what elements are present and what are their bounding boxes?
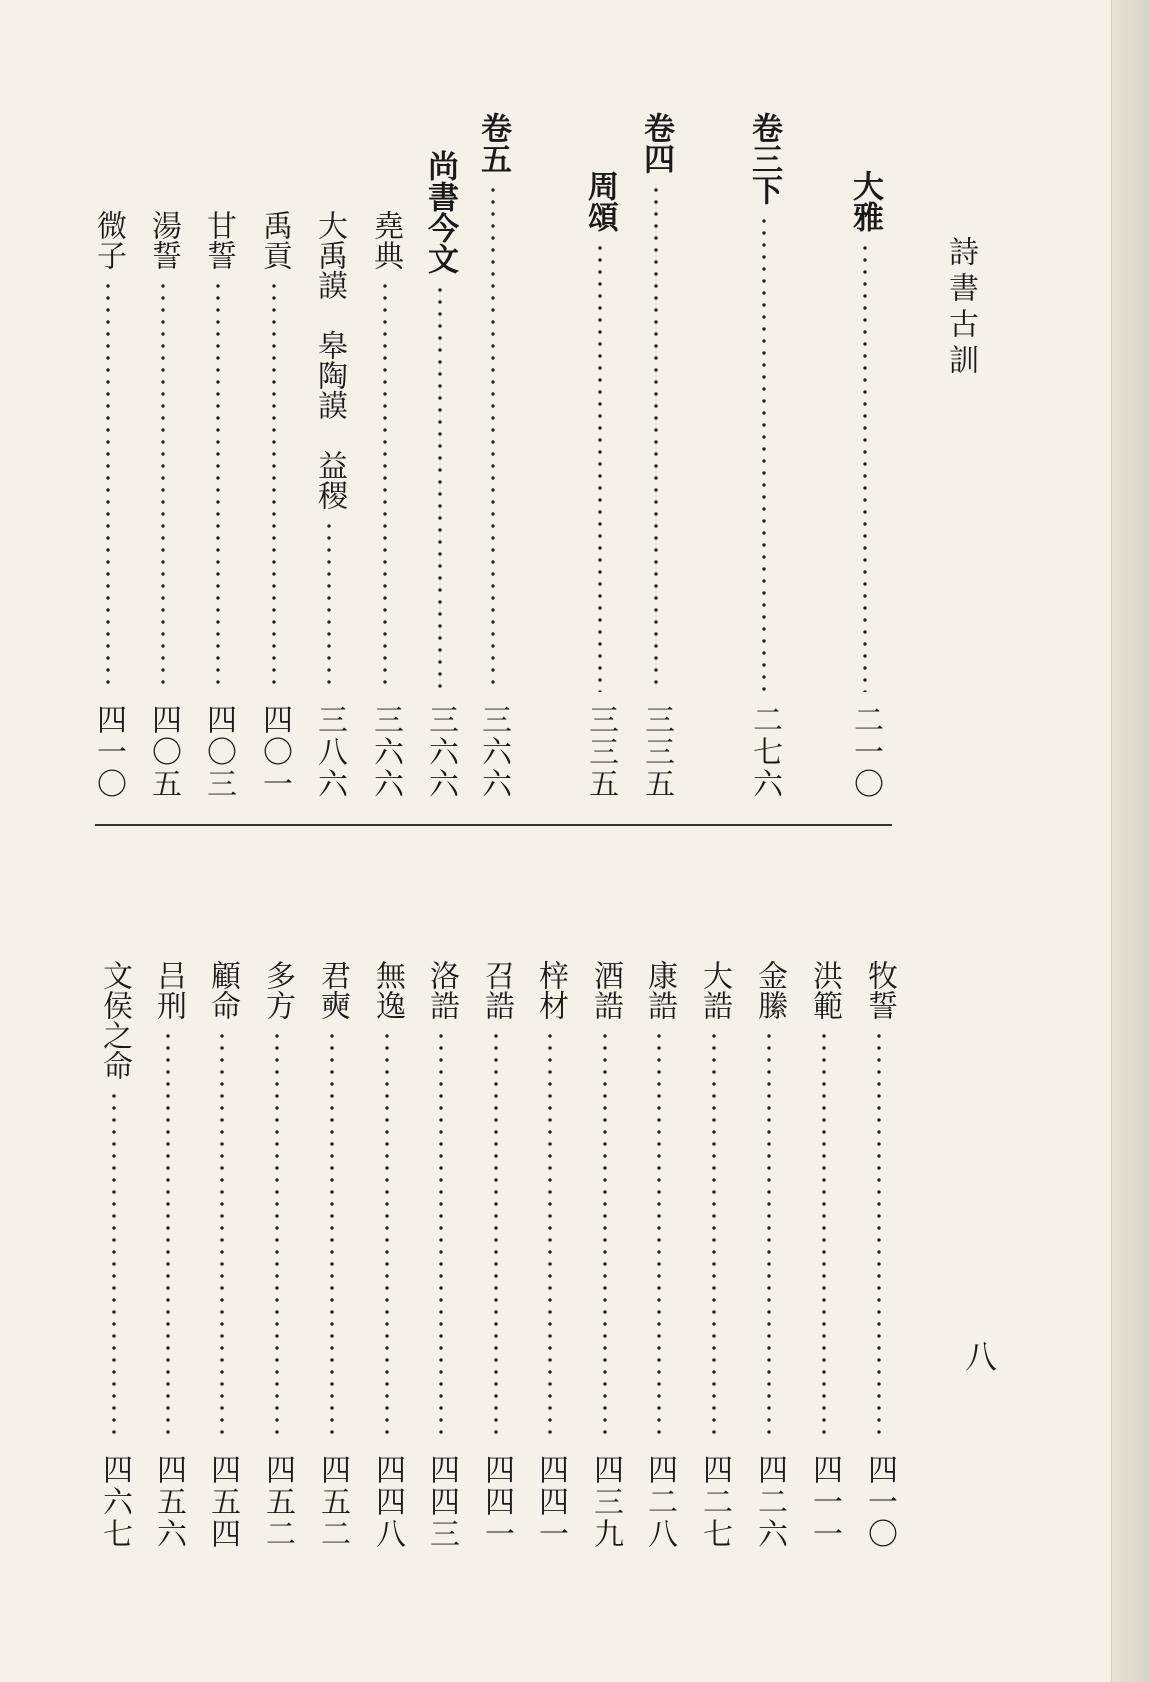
leader-dots <box>166 1030 170 1442</box>
entry-page: 三三五 <box>639 704 674 800</box>
entry-page: 二七六 <box>747 704 782 800</box>
entry-title: 大禹謨 皋陶謨 益稷 <box>312 210 347 510</box>
toc-entry <box>637 960 681 1550</box>
entry-page: 三三五 <box>583 704 618 800</box>
entry-page: 四二七 <box>697 1454 732 1550</box>
toc-entry <box>843 170 887 800</box>
entry-title: 微子 <box>91 210 126 270</box>
entry-title: 多方 <box>260 960 295 1020</box>
toc-entry <box>528 960 572 1550</box>
entry-page: 四四三 <box>424 1454 459 1550</box>
toc-entry <box>365 960 409 1550</box>
entry-title: 無逸 <box>370 960 405 1020</box>
leader-dots <box>767 1030 771 1442</box>
leader-dots <box>106 280 110 692</box>
entry-page: 三八六 <box>312 704 347 800</box>
toc-entry <box>252 210 296 800</box>
toc-entry <box>307 210 351 800</box>
leader-dots <box>439 1030 443 1442</box>
leader-dots <box>494 1030 498 1442</box>
entry-title: 康誥 <box>642 960 677 1020</box>
entry-page: 四五二 <box>260 1454 295 1550</box>
toc-entry <box>310 960 354 1550</box>
entry-title: 顧命 <box>205 960 240 1020</box>
toc-entry <box>747 960 791 1550</box>
leader-dots <box>491 184 495 692</box>
entry-page: 四四八 <box>370 1454 405 1550</box>
entry-page: 三六六 <box>423 704 458 800</box>
entry-title: 周頌 <box>582 170 618 232</box>
entry-page: 四五六 <box>151 1454 186 1550</box>
section-divider <box>95 824 892 826</box>
entry-title: 梓材 <box>533 960 568 1020</box>
toc-entry <box>141 210 185 800</box>
toc-entry <box>86 210 130 800</box>
toc-entry <box>418 150 462 800</box>
entry-title: 尚書今文 <box>422 150 458 274</box>
entry-page: 四一〇 <box>91 704 126 800</box>
toc-entry <box>802 960 846 1550</box>
leader-dots <box>863 242 867 692</box>
toc-entry <box>196 210 240 800</box>
entry-page: 三六六 <box>368 704 403 800</box>
entry-title: 大誥 <box>697 960 732 1020</box>
entry-title: 卷五 <box>475 112 511 174</box>
leader-dots <box>383 280 387 692</box>
entry-title: 牧誓 <box>862 960 897 1020</box>
toc-entry <box>474 960 518 1550</box>
leader-dots <box>220 1030 224 1442</box>
entry-title: 卷三下 <box>746 112 782 205</box>
toc-entry <box>146 960 190 1550</box>
leader-dots <box>272 280 276 692</box>
toc-entry <box>471 112 515 800</box>
leader-dots <box>598 242 602 692</box>
entry-page: 四一〇 <box>862 1454 897 1550</box>
entry-title: 禹貢 <box>257 210 292 270</box>
toc-entry <box>634 112 678 800</box>
entry-title: 洛誥 <box>424 960 459 1020</box>
entry-title: 召誥 <box>479 960 514 1020</box>
leader-dots <box>216 280 220 692</box>
leader-dots <box>438 284 442 692</box>
leader-dots <box>654 184 658 692</box>
leader-dots <box>822 1030 826 1442</box>
leader-dots <box>112 1090 116 1442</box>
toc-entry <box>92 960 136 1550</box>
entry-page: 四五二 <box>315 1454 350 1550</box>
leader-dots <box>161 280 165 692</box>
toc-entry <box>255 960 299 1550</box>
toc-entry <box>578 170 622 800</box>
leader-dots <box>877 1030 881 1442</box>
entry-page: 四一一 <box>807 1454 842 1550</box>
entry-title: 堯典 <box>368 210 403 270</box>
entry-page: 四五四 <box>205 1454 240 1550</box>
leader-dots <box>657 1030 661 1442</box>
entry-page: 四四一 <box>533 1454 568 1550</box>
page-number: 八 <box>960 1340 998 1372</box>
entry-title: 吕刑 <box>151 960 186 1020</box>
entry-page: 四二八 <box>642 1454 677 1550</box>
entry-title: 金縢 <box>752 960 787 1020</box>
entry-title: 洪範 <box>807 960 842 1020</box>
entry-page: 二一〇 <box>848 704 883 800</box>
entry-page: 三六六 <box>476 704 511 800</box>
leader-dots <box>603 1030 607 1442</box>
toc-entry <box>857 960 901 1550</box>
leader-dots <box>712 1030 716 1442</box>
toc-entry <box>692 960 736 1550</box>
entry-title: 君奭 <box>315 960 350 1020</box>
entry-title: 大雅 <box>847 170 883 232</box>
entry-page: 四二六 <box>752 1454 787 1550</box>
entry-title: 酒誥 <box>588 960 623 1020</box>
page-edge <box>1111 0 1150 1682</box>
entry-page: 四四一 <box>479 1454 514 1550</box>
toc-entry <box>583 960 627 1550</box>
running-title: 詩書古訓 <box>943 236 978 380</box>
leader-dots <box>548 1030 552 1442</box>
entry-page: 四〇三 <box>201 704 236 800</box>
entry-page: 四三九 <box>588 1454 623 1550</box>
toc-entry <box>742 112 786 800</box>
toc-entry <box>200 960 244 1550</box>
entry-title: 卷四 <box>638 112 674 174</box>
leader-dots <box>327 520 331 692</box>
leader-dots <box>330 1030 334 1442</box>
entry-title: 文侯之命 <box>97 960 132 1080</box>
leader-dots <box>762 215 766 692</box>
entry-title: 甘誓 <box>201 210 236 270</box>
entry-page: 四六七 <box>97 1454 132 1550</box>
toc-entry <box>363 210 407 800</box>
toc-entry <box>419 960 463 1550</box>
entry-page: 四〇五 <box>146 704 181 800</box>
entry-title: 湯誓 <box>146 210 181 270</box>
leader-dots <box>385 1030 389 1442</box>
leader-dots <box>275 1030 279 1442</box>
entry-page: 四〇一 <box>257 704 292 800</box>
